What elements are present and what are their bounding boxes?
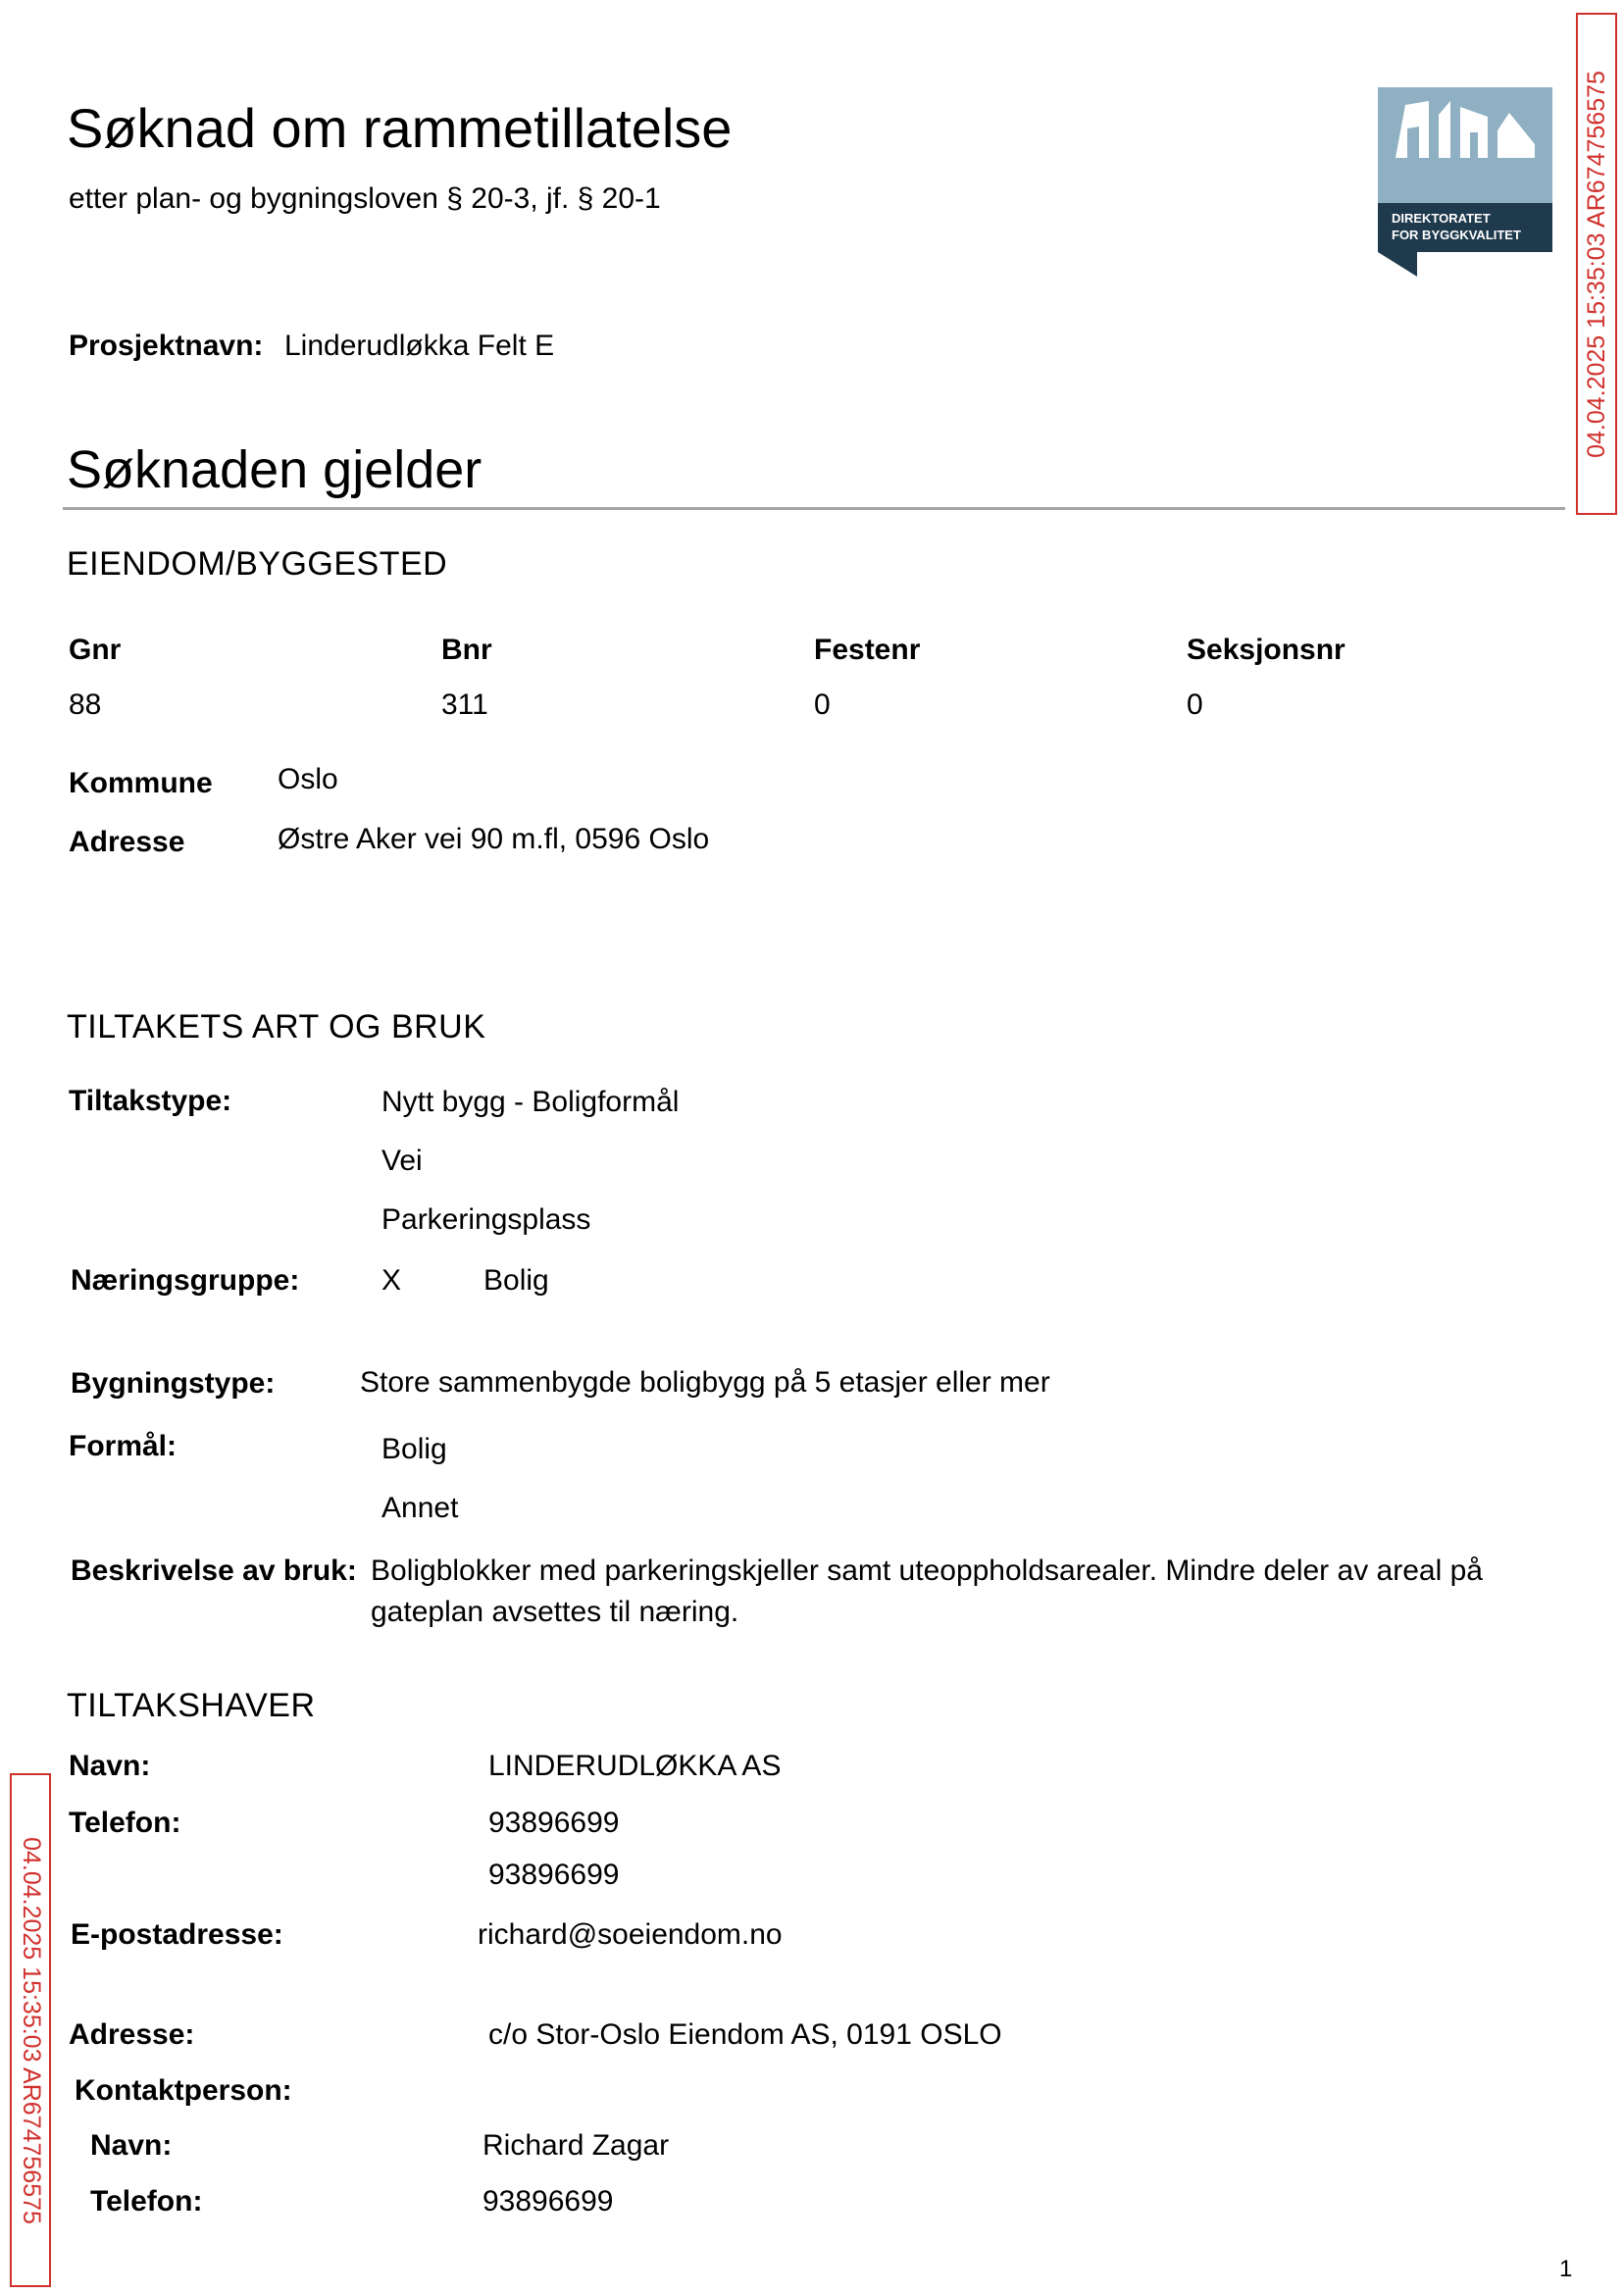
dibk-logo (1378, 87, 1552, 277)
tiltakshaver-telefon-label: Telefon: (69, 1807, 181, 1839)
kontakt-navn-label: Navn: (90, 2129, 173, 2162)
tiltakshaver-telefon-value-2: 93896699 (488, 1859, 620, 1891)
adresse-value: Østre Aker vei 90 m.fl, 0596 Oslo (278, 823, 710, 855)
col-seksjonsnr: Seksjonsnr (1187, 634, 1345, 666)
page-title: Søknad om rammetillatelse (67, 97, 733, 159)
val-festenr: 0 (814, 688, 831, 721)
tiltakshaver-telefon-value-1: 93896699 (488, 1807, 620, 1839)
tiltakshaver-epost-value: richard@soeiendom.no (478, 1918, 783, 1951)
kontaktperson-label: Kontaktperson: (75, 2074, 292, 2107)
kommune-label: Kommune (69, 767, 213, 799)
page-subtitle: etter plan- og bygningsloven § 20-3, jf. § 20-1 (69, 182, 661, 215)
formal-value-2: Annet (381, 1492, 459, 1524)
tiltakstype-value-2: Vei (381, 1145, 423, 1177)
tiltakshaver-adresse-label: Adresse: (69, 2018, 195, 2051)
tiltakstype-value-1: Nytt bygg - Boligformål (381, 1086, 680, 1118)
tiltakshaver-navn-value: LINDERUDLØKKA AS (488, 1750, 782, 1782)
property-heading: EIENDOM/BYGGESTED (67, 545, 448, 583)
page-number: 1 (1559, 2256, 1573, 2282)
received-stamp-bottom (10, 1773, 51, 2287)
project-value: Linderudløkka Felt E (284, 330, 555, 362)
naeringsgruppe-value: Bolig (483, 1264, 549, 1297)
col-gnr: Gnr (69, 634, 122, 666)
kontakt-telefon-value: 93896699 (482, 2185, 614, 2218)
tiltakshaver-adresse-value: c/o Stor-Oslo Eiendom AS, 0191 OSLO (488, 2018, 1002, 2051)
stamp-text-bottom: 04.04.2025 15:35:03 AR674756575 (17, 1836, 45, 2224)
bygningstype-label: Bygningstype: (71, 1367, 276, 1400)
col-bnr: Bnr (441, 634, 492, 666)
naeringsgruppe-code: X (381, 1264, 402, 1297)
tiltakshaver-heading: TILTAKSHAVER (67, 1687, 316, 1724)
stamp-text-top: 04.04.2025 15:35:03 AR674756575 (1582, 70, 1610, 458)
tiltakstype-value-3: Parkeringsplass (381, 1203, 591, 1236)
section-title: Søknaden gjelder (67, 440, 482, 499)
logo-text-2: FOR BYGGKVALITET (1392, 228, 1521, 242)
beskrivelse-label: Beskrivelse av bruk: (71, 1555, 357, 1587)
naeringsgruppe-label: Næringsgruppe: (71, 1264, 300, 1297)
kommune-value: Oslo (278, 763, 338, 795)
logo-text-1: DIREKTORATET (1392, 211, 1491, 226)
val-gnr: 88 (69, 688, 102, 721)
val-seksjonsnr: 0 (1187, 688, 1203, 721)
formal-value-1: Bolig (381, 1433, 447, 1465)
section-rule (63, 507, 1565, 510)
col-festenr: Festenr (814, 634, 921, 666)
tiltakstype-label: Tiltakstype: (69, 1085, 232, 1117)
received-stamp-top (1576, 13, 1617, 515)
kontakt-navn-value: Richard Zagar (482, 2129, 670, 2162)
val-bnr: 311 (441, 688, 488, 721)
tiltakshaver-navn-label: Navn: (69, 1750, 151, 1782)
formal-label: Formål: (69, 1430, 178, 1462)
project-label: Prosjektnavn: (69, 330, 264, 362)
bygningstype-value: Store sammenbygde boligbygg på 5 etasjer eller mer (360, 1366, 1050, 1399)
tiltakshaver-epost-label: E-postadresse: (71, 1918, 283, 1951)
kontakt-telefon-label: Telefon: (90, 2185, 203, 2218)
beskrivelse-value: Boligblokker med parkeringskjeller samt uteoppholdsarealer. Mindre deler av areal på gateplan avsettes til næring. (371, 1555, 1483, 1628)
adresse-label: Adresse (69, 826, 185, 858)
tiltak-heading: TILTAKETS ART OG BRUK (67, 1008, 486, 1045)
